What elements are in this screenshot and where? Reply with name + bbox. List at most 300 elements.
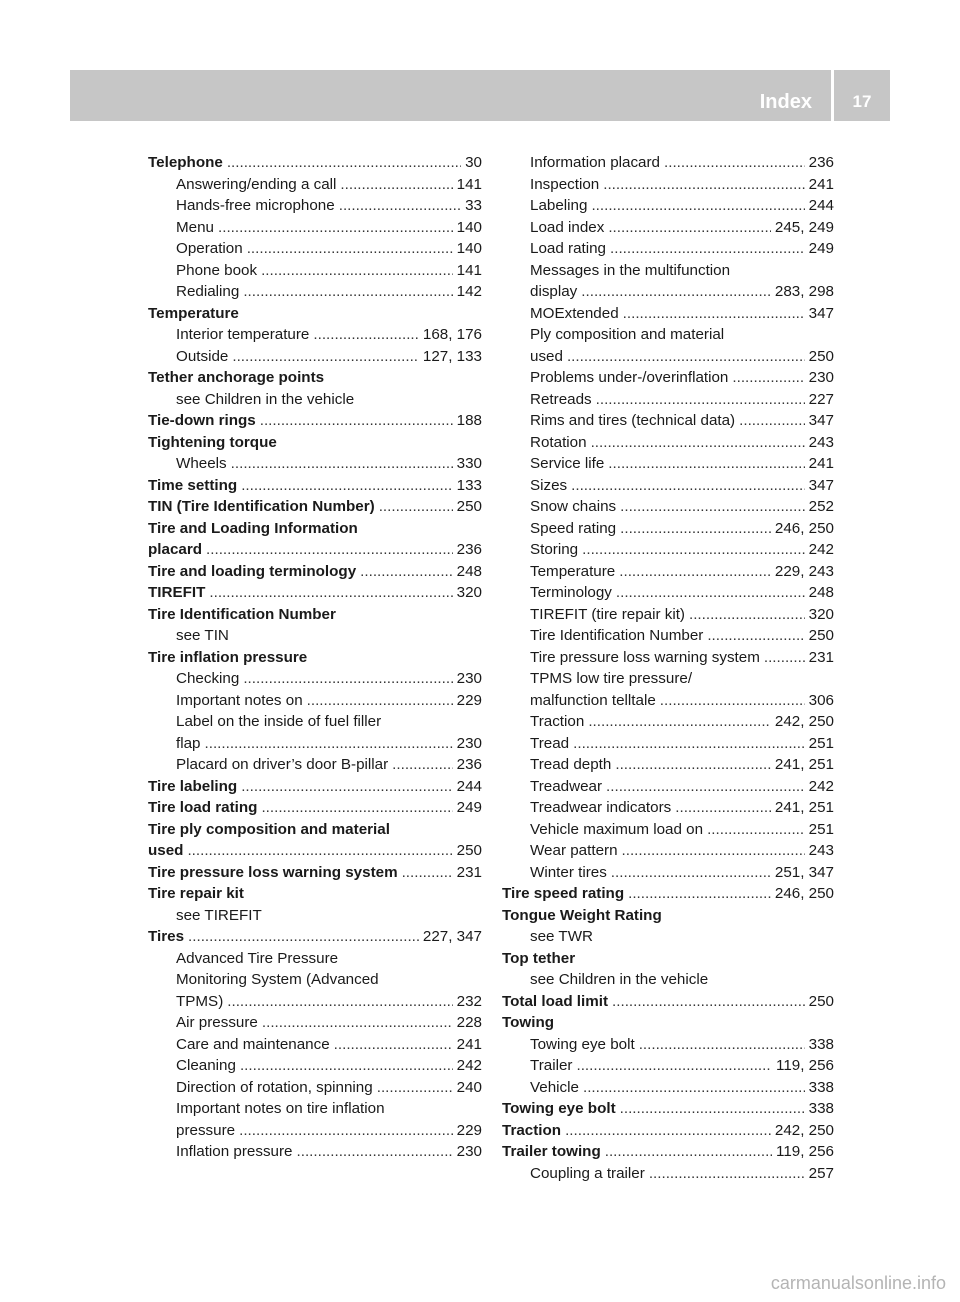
page-reference[interactable]: 241, 251 bbox=[774, 756, 834, 773]
entry-text: Tire and loading terminology bbox=[148, 562, 357, 580]
index-entry bbox=[148, 432, 482, 454]
index-subentry bbox=[502, 840, 834, 862]
index-subentry bbox=[148, 1098, 482, 1120]
index-subentry bbox=[502, 389, 834, 411]
page-reference[interactable]: 241, 251 bbox=[774, 799, 834, 816]
dot-leader bbox=[583, 1077, 805, 1099]
index-entry bbox=[148, 582, 482, 604]
entry-text: see TIN bbox=[176, 627, 229, 644]
dot-leader bbox=[188, 926, 419, 948]
dot-leader bbox=[379, 496, 453, 518]
page-reference[interactable]: 249 bbox=[456, 799, 482, 816]
entry-text: Vehicle bbox=[530, 1078, 579, 1096]
dot-leader bbox=[262, 1012, 453, 1034]
index-subentry bbox=[148, 733, 482, 755]
page-reference[interactable]: 252 bbox=[808, 498, 834, 515]
dot-leader bbox=[608, 453, 804, 475]
entry-text: Tie-down rings bbox=[148, 412, 256, 429]
index-entry bbox=[148, 475, 482, 497]
page-reference[interactable]: 229 bbox=[456, 691, 482, 709]
index-subentry bbox=[502, 238, 834, 260]
index-entry bbox=[148, 303, 482, 325]
entry-text: Sizes bbox=[530, 476, 568, 494]
page-reference[interactable]: 228 bbox=[456, 1014, 482, 1031]
entry-text: Rims and tires (technical data) bbox=[530, 412, 736, 429]
index-subentry bbox=[502, 303, 834, 325]
dot-leader bbox=[240, 1055, 453, 1077]
dot-leader bbox=[581, 281, 771, 303]
index-subentry bbox=[502, 195, 834, 217]
entry-text: Menu bbox=[176, 218, 214, 236]
page-reference[interactable]: 306 bbox=[808, 691, 834, 709]
entry-text: Ply composition and material bbox=[530, 326, 725, 343]
index-entry bbox=[148, 926, 482, 948]
entry-text: Load rating bbox=[530, 240, 606, 257]
entry-text: Tire inflation pressure bbox=[148, 648, 308, 666]
index-subentry bbox=[502, 1077, 834, 1099]
dot-leader bbox=[247, 238, 453, 260]
index-subentry bbox=[502, 174, 834, 196]
index-subentry bbox=[148, 389, 482, 411]
page-reference[interactable]: 250 bbox=[808, 347, 834, 365]
dot-leader bbox=[260, 410, 453, 432]
page-reference[interactable]: 242 bbox=[808, 541, 834, 558]
entry-text: Hands-free microphone bbox=[176, 197, 335, 214]
entry-text: Tire labeling bbox=[148, 777, 238, 795]
dot-leader bbox=[206, 539, 453, 561]
entry-text: Direction of rotation, spinning bbox=[176, 1078, 373, 1096]
entry-text: TPMS low tire pressure/ bbox=[530, 670, 693, 687]
page-reference[interactable]: 246, 250 bbox=[774, 519, 834, 537]
index-entry bbox=[148, 819, 482, 841]
index-entry bbox=[148, 604, 482, 626]
entry-text: MOExtended bbox=[530, 304, 619, 322]
entry-text: Tire pressure loss warning system bbox=[530, 648, 760, 666]
index-entry bbox=[148, 776, 482, 798]
entry-text: Tire pressure loss warning system bbox=[148, 863, 398, 881]
page-reference[interactable]: 243 bbox=[808, 433, 834, 451]
page-reference[interactable]: 231 bbox=[456, 863, 482, 881]
page-reference[interactable]: 236 bbox=[808, 154, 834, 171]
dot-leader bbox=[675, 797, 771, 819]
page-reference[interactable]: 229 bbox=[456, 1121, 482, 1139]
dot-leader bbox=[664, 152, 805, 174]
index-column-right bbox=[502, 152, 834, 1184]
entry-text: Retreads bbox=[530, 390, 592, 408]
dot-leader bbox=[689, 604, 805, 626]
entry-text: used bbox=[148, 842, 184, 859]
index-entry bbox=[502, 1120, 834, 1142]
page-reference[interactable]: 242, 250 bbox=[774, 1121, 834, 1139]
dot-leader bbox=[340, 174, 452, 196]
page-reference[interactable]: 250 bbox=[808, 627, 834, 644]
entry-text: Inflation pressure bbox=[176, 1143, 293, 1160]
page-reference[interactable]: 330 bbox=[456, 455, 482, 472]
index-subentry bbox=[148, 324, 482, 346]
index-subentry bbox=[148, 1141, 482, 1163]
entry-text: Storing bbox=[530, 541, 579, 558]
dot-leader bbox=[205, 733, 453, 755]
page-reference[interactable]: 240 bbox=[456, 1078, 482, 1096]
index-entry bbox=[148, 410, 482, 432]
page-reference[interactable]: 251 bbox=[808, 734, 834, 752]
index-subentry bbox=[502, 776, 834, 798]
index-subentry bbox=[148, 1077, 482, 1099]
page-reference[interactable]: 30 bbox=[465, 154, 482, 171]
entry-text: TIREFIT bbox=[148, 584, 206, 601]
index-subentry bbox=[502, 733, 834, 755]
page-reference[interactable]: 283, 298 bbox=[774, 283, 834, 300]
page-reference[interactable]: 241 bbox=[456, 1035, 482, 1053]
entry-text: Towing eye bolt bbox=[530, 1035, 635, 1053]
page-reference[interactable]: 141 bbox=[456, 175, 482, 193]
page-reference[interactable]: 242, 250 bbox=[774, 713, 834, 730]
page-reference[interactable]: 246, 250 bbox=[774, 885, 834, 902]
page-reference[interactable]: 119, 256 bbox=[776, 1057, 834, 1074]
page-reference[interactable]: 249 bbox=[808, 240, 834, 257]
entry-text: Terminology bbox=[530, 584, 612, 601]
entry-text: Cleaning bbox=[176, 1057, 236, 1074]
dot-leader bbox=[360, 561, 453, 583]
entry-text: see Children in the vehicle bbox=[530, 971, 709, 988]
entry-text: placard bbox=[148, 541, 203, 558]
page-reference[interactable]: 236 bbox=[456, 541, 482, 558]
entry-text: Top tether bbox=[502, 949, 576, 967]
dot-leader bbox=[261, 797, 452, 819]
index-entry bbox=[502, 1012, 834, 1034]
page-reference[interactable]: 347 bbox=[808, 476, 834, 494]
entry-text: Service life bbox=[530, 455, 605, 472]
entry-text: Total load limit bbox=[502, 992, 609, 1010]
entry-text: Tire ply composition and material bbox=[148, 820, 390, 838]
entry-text: Tread depth bbox=[530, 756, 612, 773]
index-entry bbox=[148, 883, 482, 905]
index-subentry bbox=[148, 991, 482, 1013]
dot-leader bbox=[628, 883, 771, 905]
dot-leader bbox=[313, 324, 419, 346]
index-subentry bbox=[502, 604, 834, 626]
page-reference[interactable]: 230 bbox=[456, 1143, 482, 1160]
index-subentry bbox=[502, 969, 834, 991]
page-reference[interactable]: 347 bbox=[808, 304, 834, 322]
index-entry bbox=[148, 367, 482, 389]
index-subentry bbox=[502, 625, 834, 647]
entry-text: Vehicle maximum load on bbox=[530, 820, 704, 838]
index-entry bbox=[148, 647, 482, 669]
entry-text: Monitoring System (Advanced bbox=[176, 971, 379, 988]
dot-leader bbox=[612, 991, 805, 1013]
page-reference[interactable]: 257 bbox=[808, 1164, 834, 1182]
index-subentry bbox=[502, 324, 834, 346]
dot-leader bbox=[606, 776, 805, 798]
page-reference[interactable]: 33 bbox=[465, 197, 482, 214]
entry-text: Tread bbox=[530, 734, 570, 752]
entry-text: Tire repair kit bbox=[148, 885, 244, 902]
index-subentry bbox=[502, 647, 834, 669]
dot-leader bbox=[732, 367, 804, 389]
entry-text: used bbox=[530, 347, 563, 365]
index-subentry bbox=[502, 217, 834, 239]
index-subentry bbox=[502, 410, 834, 432]
page-reference[interactable]: 142 bbox=[456, 283, 482, 300]
entry-text: Coupling a trailer bbox=[530, 1164, 645, 1182]
index-subentry bbox=[502, 281, 834, 303]
dot-leader bbox=[616, 582, 805, 604]
index-subentry bbox=[148, 711, 482, 733]
page-reference[interactable]: 250 bbox=[456, 842, 482, 859]
dot-leader bbox=[591, 432, 805, 454]
entry-text: Air pressure bbox=[176, 1014, 258, 1031]
page-reference[interactable]: 251 bbox=[808, 820, 834, 838]
index-subentry bbox=[502, 668, 834, 690]
entry-text: Wheels bbox=[176, 455, 227, 472]
index-subentry bbox=[502, 475, 834, 497]
page-reference[interactable]: 227, 347 bbox=[422, 928, 482, 945]
index-subentry bbox=[502, 1163, 834, 1185]
page-reference[interactable]: 251, 347 bbox=[774, 863, 834, 881]
page-reference[interactable]: 133 bbox=[456, 476, 482, 494]
entry-text: Towing eye bolt bbox=[502, 1100, 616, 1117]
dot-leader bbox=[619, 561, 771, 583]
page-reference[interactable]: 230 bbox=[456, 670, 482, 687]
index-subentry bbox=[502, 539, 834, 561]
entry-text: Information placard bbox=[530, 154, 661, 171]
dot-leader bbox=[707, 625, 804, 647]
page-reference[interactable]: 244 bbox=[456, 777, 482, 795]
index-subentry bbox=[502, 260, 834, 282]
index-subentry bbox=[502, 496, 834, 518]
page-reference[interactable]: 245, 249 bbox=[774, 218, 834, 236]
dot-leader bbox=[239, 1120, 453, 1142]
entry-text: see TIREFIT bbox=[176, 906, 262, 924]
entry-text: Tire speed rating bbox=[502, 885, 625, 902]
index-subentry bbox=[502, 1055, 834, 1077]
index-entry bbox=[148, 152, 482, 174]
entry-text: Tire and Loading Information bbox=[148, 519, 358, 537]
dot-leader bbox=[649, 1163, 805, 1185]
page-reference[interactable]: 231 bbox=[808, 648, 834, 666]
index-entry bbox=[502, 905, 834, 927]
dot-leader bbox=[227, 152, 461, 174]
index-subentry bbox=[502, 432, 834, 454]
page-reference[interactable]: 230 bbox=[456, 734, 482, 752]
entry-text: Inspection bbox=[530, 175, 600, 193]
entry-text: Phone book bbox=[176, 261, 258, 279]
page-reference[interactable]: 320 bbox=[456, 584, 482, 601]
entry-text: Rotation bbox=[530, 433, 587, 451]
index-subentry bbox=[502, 819, 834, 841]
page-reference[interactable]: 227 bbox=[808, 390, 834, 408]
dot-leader bbox=[218, 217, 453, 239]
entry-text: Important notes on bbox=[176, 691, 303, 709]
entry-text: flap bbox=[176, 734, 201, 752]
entry-text: display bbox=[530, 283, 578, 300]
entry-text: Redialing bbox=[176, 283, 240, 300]
dot-leader bbox=[565, 1120, 771, 1142]
entry-text: Answering/ending a call bbox=[176, 175, 337, 193]
index-subentry bbox=[502, 711, 834, 733]
dot-leader bbox=[660, 690, 805, 712]
index-subentry bbox=[502, 1034, 834, 1056]
index-entry bbox=[502, 948, 834, 970]
index-subentry bbox=[148, 217, 482, 239]
page-reference[interactable]: 168, 176 bbox=[422, 326, 482, 343]
dot-leader bbox=[596, 389, 805, 411]
page-reference[interactable]: 230 bbox=[808, 369, 834, 386]
dot-leader bbox=[605, 1141, 772, 1163]
dot-leader bbox=[608, 217, 771, 239]
page-reference[interactable]: 248 bbox=[808, 584, 834, 601]
page-reference[interactable]: 236 bbox=[456, 756, 482, 773]
entry-text: Traction bbox=[530, 713, 585, 730]
entry-text: Important notes on tire inflation bbox=[176, 1100, 385, 1117]
dot-leader bbox=[241, 776, 452, 798]
entry-text: Messages in the multifunction bbox=[530, 261, 731, 279]
index-subentry bbox=[148, 969, 482, 991]
entry-text: Outside bbox=[176, 347, 229, 365]
dot-leader bbox=[615, 754, 771, 776]
index-subentry bbox=[148, 668, 482, 690]
entry-text: Time setting bbox=[148, 476, 238, 494]
entry-text: Tether anchorage points bbox=[148, 369, 325, 386]
dot-leader bbox=[620, 518, 771, 540]
page-reference[interactable]: 242 bbox=[808, 777, 834, 795]
entry-text: Tire Identification Number bbox=[530, 627, 704, 644]
dot-leader bbox=[392, 754, 452, 776]
index-subentry bbox=[148, 948, 482, 970]
entry-text: malfunction telltale bbox=[530, 691, 656, 709]
entry-text: Care and maintenance bbox=[176, 1035, 330, 1053]
index-entry bbox=[502, 1141, 834, 1163]
index-entry bbox=[148, 539, 482, 561]
index-subentry bbox=[148, 625, 482, 647]
index-entry bbox=[148, 862, 482, 884]
index-subentry bbox=[148, 905, 482, 927]
dot-leader bbox=[297, 1141, 453, 1163]
entry-text: TIREFIT (tire repair kit) bbox=[530, 605, 685, 623]
page-reference[interactable]: 188 bbox=[456, 412, 482, 429]
dot-leader bbox=[339, 195, 461, 217]
entry-text: Labeling bbox=[530, 197, 588, 214]
dot-leader bbox=[261, 260, 453, 282]
index-subentry bbox=[502, 367, 834, 389]
index-subentry bbox=[502, 690, 834, 712]
page-reference[interactable]: 248 bbox=[456, 562, 482, 580]
dot-leader bbox=[707, 819, 805, 841]
page-reference[interactable]: 232 bbox=[456, 992, 482, 1010]
index-subentry bbox=[502, 797, 834, 819]
index-subentry bbox=[148, 281, 482, 303]
entry-text: Wear pattern bbox=[530, 842, 618, 859]
index-subentry bbox=[148, 453, 482, 475]
index-subentry bbox=[148, 754, 482, 776]
page-reference[interactable]: 119, 256 bbox=[776, 1143, 834, 1160]
page-reference[interactable]: 347 bbox=[808, 412, 834, 429]
page-reference[interactable]: 320 bbox=[808, 605, 834, 623]
dot-leader bbox=[243, 668, 452, 690]
page-reference[interactable]: 140 bbox=[456, 218, 482, 236]
page-reference[interactable]: 241 bbox=[808, 175, 834, 193]
entry-text: Telephone bbox=[148, 154, 223, 171]
index-entry bbox=[502, 991, 834, 1013]
page-reference[interactable]: 243 bbox=[808, 842, 834, 859]
dot-leader bbox=[603, 174, 804, 196]
entry-text: Temperature bbox=[148, 304, 239, 322]
entry-text: Placard on driver’s door B-pillar bbox=[176, 756, 389, 773]
entry-text: Advanced Tire Pressure bbox=[176, 949, 339, 967]
index-subentry bbox=[148, 1034, 482, 1056]
page-reference[interactable]: 338 bbox=[808, 1078, 834, 1096]
entry-text: Load index bbox=[530, 218, 605, 236]
index-subentry bbox=[502, 754, 834, 776]
header-title: Index bbox=[759, 91, 812, 113]
dot-leader bbox=[307, 690, 453, 712]
page-reference[interactable]: 140 bbox=[456, 240, 482, 257]
entry-text: Problems under-/overinflation bbox=[530, 369, 729, 386]
index-subentry bbox=[148, 1012, 482, 1034]
index-subentry bbox=[148, 346, 482, 368]
index-subentry bbox=[148, 238, 482, 260]
dot-leader bbox=[764, 647, 805, 669]
entry-text: Operation bbox=[176, 240, 243, 257]
index-column-left bbox=[148, 152, 482, 1163]
dot-leader bbox=[576, 1055, 772, 1077]
entry-text: TPMS) bbox=[176, 992, 224, 1010]
page-header bbox=[70, 70, 890, 121]
page-reference[interactable]: 127, 133 bbox=[422, 347, 482, 365]
entry-text: pressure bbox=[176, 1121, 236, 1139]
entry-text: Traction bbox=[502, 1121, 562, 1139]
entry-text: Speed rating bbox=[530, 519, 617, 537]
entry-text: Winter tires bbox=[530, 863, 607, 881]
dot-leader bbox=[610, 238, 805, 260]
entry-text: Snow chains bbox=[530, 498, 617, 515]
dot-leader bbox=[588, 711, 771, 733]
index-entry bbox=[502, 1098, 834, 1120]
index-subentry bbox=[148, 1055, 482, 1077]
entry-text: see TWR bbox=[530, 928, 594, 945]
entry-text: Trailer towing bbox=[502, 1143, 601, 1160]
index-subentry bbox=[502, 346, 834, 368]
index-subentry bbox=[502, 582, 834, 604]
page-reference[interactable]: 250 bbox=[808, 992, 834, 1010]
page-reference[interactable]: 241 bbox=[808, 455, 834, 472]
dot-leader bbox=[620, 1098, 805, 1120]
entry-text: Tires bbox=[148, 928, 185, 945]
index-entry bbox=[148, 518, 482, 540]
page-reference[interactable]: 141 bbox=[456, 261, 482, 279]
page-reference[interactable]: 244 bbox=[808, 197, 834, 214]
dot-leader bbox=[231, 453, 453, 475]
page-reference[interactable]: 250 bbox=[456, 498, 482, 515]
index-subentry bbox=[502, 926, 834, 948]
page-reference[interactable]: 242 bbox=[456, 1057, 482, 1074]
dot-leader bbox=[739, 410, 805, 432]
index-subentry bbox=[502, 561, 834, 583]
page-reference[interactable]: 338 bbox=[808, 1100, 834, 1117]
dot-leader bbox=[622, 840, 805, 862]
dot-leader bbox=[582, 539, 805, 561]
page-reference[interactable]: 338 bbox=[808, 1035, 834, 1053]
page-number: 17 bbox=[852, 92, 872, 111]
dot-leader bbox=[334, 1034, 453, 1056]
page-reference[interactable]: 229, 243 bbox=[774, 562, 834, 580]
entry-text: TIN (Tire Identification Number) bbox=[148, 498, 375, 515]
index-subentry bbox=[148, 1120, 482, 1142]
entry-text: Tongue Weight Rating bbox=[502, 906, 662, 924]
dot-leader bbox=[620, 496, 805, 518]
index-subentry bbox=[502, 862, 834, 884]
